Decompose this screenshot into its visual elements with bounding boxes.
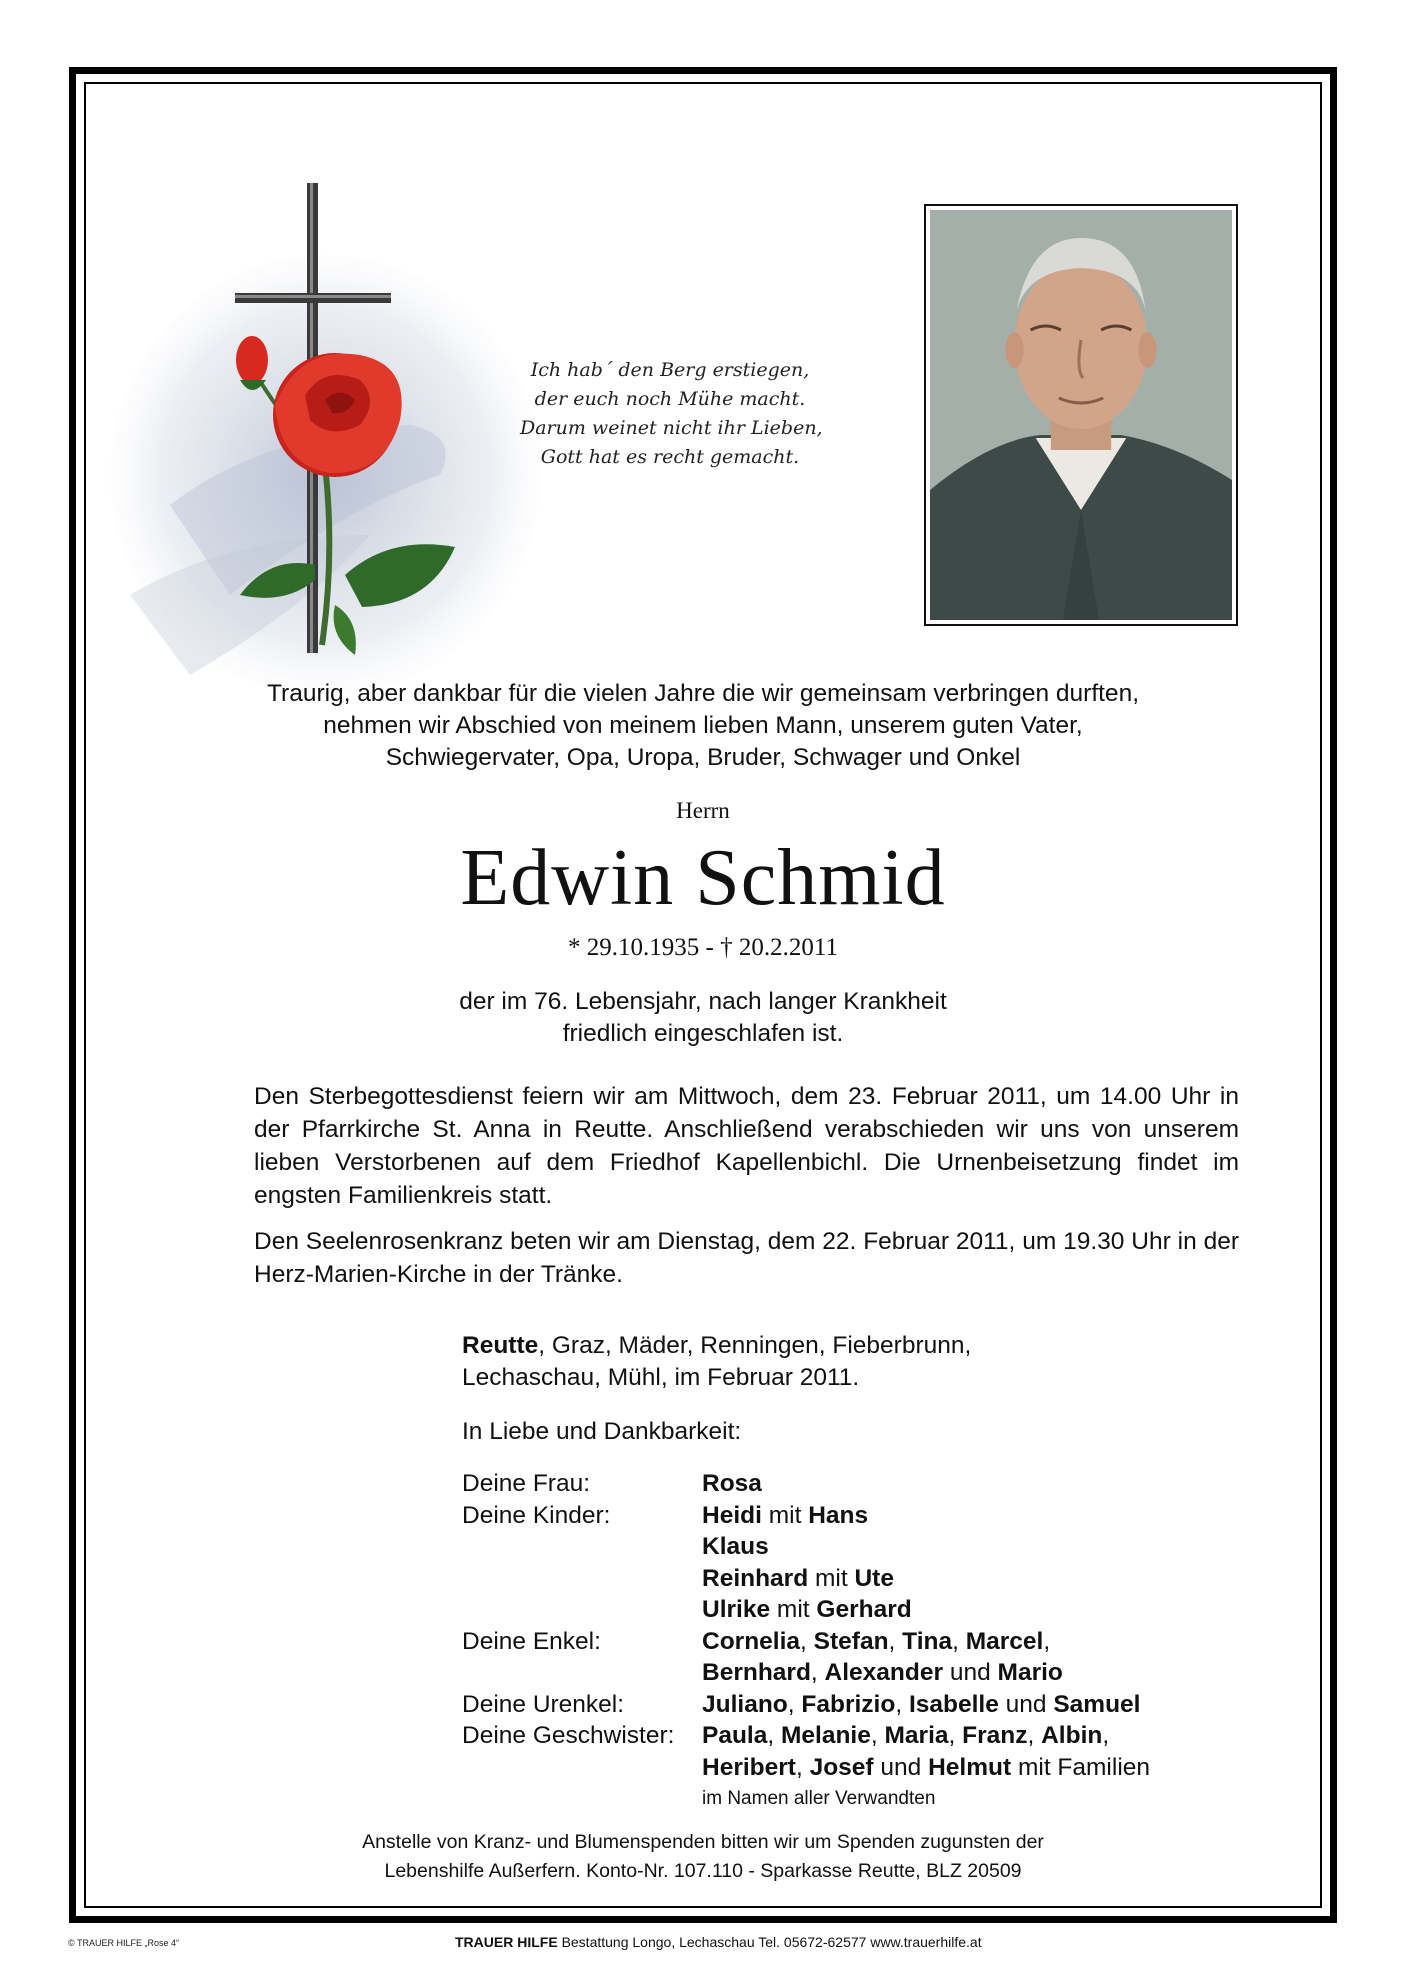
family-name: Ute <box>854 1564 894 1592</box>
verse-line: Darum weinet nicht ihr Lieben, <box>520 417 823 439</box>
company-info: Bestattung Longo, Lechaschau Tel. 05672-62577 www.trauerhilfe.at <box>561 1934 982 1950</box>
verse <box>520 356 823 472</box>
cross-rose-illustration <box>110 175 550 735</box>
funeral-service-paragraph: Den Sterbegottesdienst feiern wir am Mittwoch, dem 23. Februar 2011, um 14.00 Uhr in der Pfarrkirche St. Anna in Reutte. Anschließend verabschieden wir uns von unserem lieben Verstorbenen auf dem Friedhof Kapellenbichl. Die Urnenbeisetzung findet im engsten Familienkreis statt. <box>254 1083 1239 1209</box>
family-name: Mario <box>997 1659 1063 1686</box>
family-name: Franz <box>962 1722 1028 1749</box>
family-name: Juliano <box>702 1690 788 1718</box>
family-name: Maria <box>884 1722 949 1749</box>
donation-line: Anstelle von Kranz- und Blumenspenden bitten wir um Spenden zugunsten der <box>362 1831 1044 1853</box>
connector-text: mit <box>815 1564 848 1592</box>
intro-line: nehmen wir Abschied von meinem lieben Mann, unserem guten Vater, <box>323 712 1083 739</box>
family-name: Josef <box>809 1753 874 1781</box>
intro-line: Traurig, aber dankbar für die vielen Jahre die wir gemeinsam verbringen durften, <box>266 680 1139 707</box>
family-name: Hans <box>808 1501 869 1529</box>
connector-text: und <box>949 1659 991 1686</box>
undertaker-footer <box>455 1934 982 1950</box>
family-name: Stefan <box>813 1627 889 1655</box>
verse-line: der euch noch Mühe macht. <box>534 388 806 410</box>
family-row-grandchildren: Bernhard, Alexander und Mario <box>702 1659 1063 1686</box>
family-list <box>462 1468 1182 1815</box>
family-name: Alexander <box>824 1659 944 1686</box>
deceased-name: Edwin Schmid <box>460 834 946 922</box>
family-row-children <box>462 1594 1182 1626</box>
place-primary: Reutte <box>462 1332 539 1359</box>
family-name: Ulrike <box>702 1596 771 1623</box>
family-name: Paula <box>702 1722 768 1749</box>
family-name: Reinhard <box>702 1564 809 1592</box>
intro-line: Schwiegervater, Opa, Uropa, Bruder, Schwager und Onkel <box>385 744 1021 771</box>
donation-note <box>200 1828 1206 1886</box>
intro-text <box>200 678 1206 774</box>
family-name: Rosa <box>702 1470 762 1497</box>
age-text <box>200 986 1206 1050</box>
family-row-grandchildren: Deine Enkel: Cornelia, Stefan, Tina, Marcel, <box>462 1626 1182 1658</box>
verse-line: Ich hab´ den Berg erstiegen, <box>530 359 810 381</box>
family-name: Marcel <box>965 1627 1044 1655</box>
salutation: Herrn <box>676 798 730 823</box>
places-rest: , Graz, Mäder, Renningen, Fieberbrunn, <box>538 1332 972 1359</box>
rosary-paragraph: Den Seelenrosenkranz beten wir am Dienstag, dem 22. Februar 2011, um 19.30 Uhr in der Herz-Marien-Kirche in der Tränke. <box>254 1228 1239 1288</box>
connector-text: mit <box>776 1596 810 1623</box>
family-label: Deine Kinder: <box>462 1501 611 1529</box>
family-name: Melanie <box>781 1722 871 1749</box>
donation-line: Lebenshilfe Außerfern. Konto-Nr. 107.110 - Sparkasse Reutte, BLZ 20509 <box>384 1860 1022 1882</box>
family-row-children <box>462 1500 1182 1532</box>
family-row-children <box>462 1563 1182 1595</box>
family-row-wife <box>462 1468 1182 1500</box>
copyright-note: © TRAUER HILFE „Rose 4“ <box>68 1938 179 1948</box>
places-line2: Lechaschau, Mühl, im Februar 2011. <box>462 1364 860 1391</box>
family-name: Helmut <box>928 1753 1012 1781</box>
family-label: Deine Geschwister: <box>462 1722 675 1749</box>
connector-text: und <box>1005 1690 1047 1718</box>
connector-text: und <box>880 1753 922 1781</box>
family-row-children <box>462 1531 1182 1563</box>
age-line: friedlich eingeschlafen ist. <box>562 1020 844 1047</box>
family-label: Deine Urenkel: <box>462 1690 625 1718</box>
family-label: Deine Frau: <box>462 1470 591 1497</box>
family-name: Albin <box>1041 1722 1103 1749</box>
family-name: Cornelia <box>702 1627 801 1655</box>
age-line: der im 76. Lebensjahr, nach langer Krankheit <box>459 988 947 1015</box>
connector-text: mit Familien <box>1017 1753 1151 1781</box>
dankbarkeit-heading: In Liebe und Dankbarkeit: <box>462 1418 742 1445</box>
family-name: Tina <box>902 1627 953 1655</box>
portrait-photo <box>924 204 1238 626</box>
family-row-siblings: Heribert, Josef und Helmut mit Familien <box>702 1753 1151 1781</box>
life-dates: * 29.10.1935 - † 20.2.2011 <box>568 934 838 961</box>
family-name: Fabrizio <box>801 1690 896 1718</box>
family-name: Heidi <box>702 1501 762 1529</box>
brand-name: TRAUER HILFE <box>455 1934 558 1950</box>
family-name: Heribert <box>702 1753 796 1781</box>
family-row-siblings: Deine Geschwister: Paula, Melanie, Maria, Franz, Albin, <box>462 1720 1182 1752</box>
family-name: Klaus <box>702 1533 769 1560</box>
family-row-relatives <box>462 1783 1182 1815</box>
portrait-image <box>930 210 1232 620</box>
family-row-great-grandchildren: Deine Urenkel: Juliano, Fabrizio, Isabelle und Samuel <box>462 1689 1182 1721</box>
family-label: Deine Enkel: <box>462 1627 601 1655</box>
connector-text: mit <box>768 1501 802 1529</box>
places-and-date <box>462 1330 1182 1394</box>
relatives-note: im Namen aller Verwandten <box>702 1788 936 1809</box>
verse-line: Gott hat es recht gemacht. <box>540 446 800 468</box>
family-name: Bernhard <box>702 1659 811 1686</box>
family-name: Samuel <box>1053 1690 1141 1718</box>
family-name: Isabelle <box>908 1690 999 1718</box>
family-name: Gerhard <box>816 1596 912 1623</box>
